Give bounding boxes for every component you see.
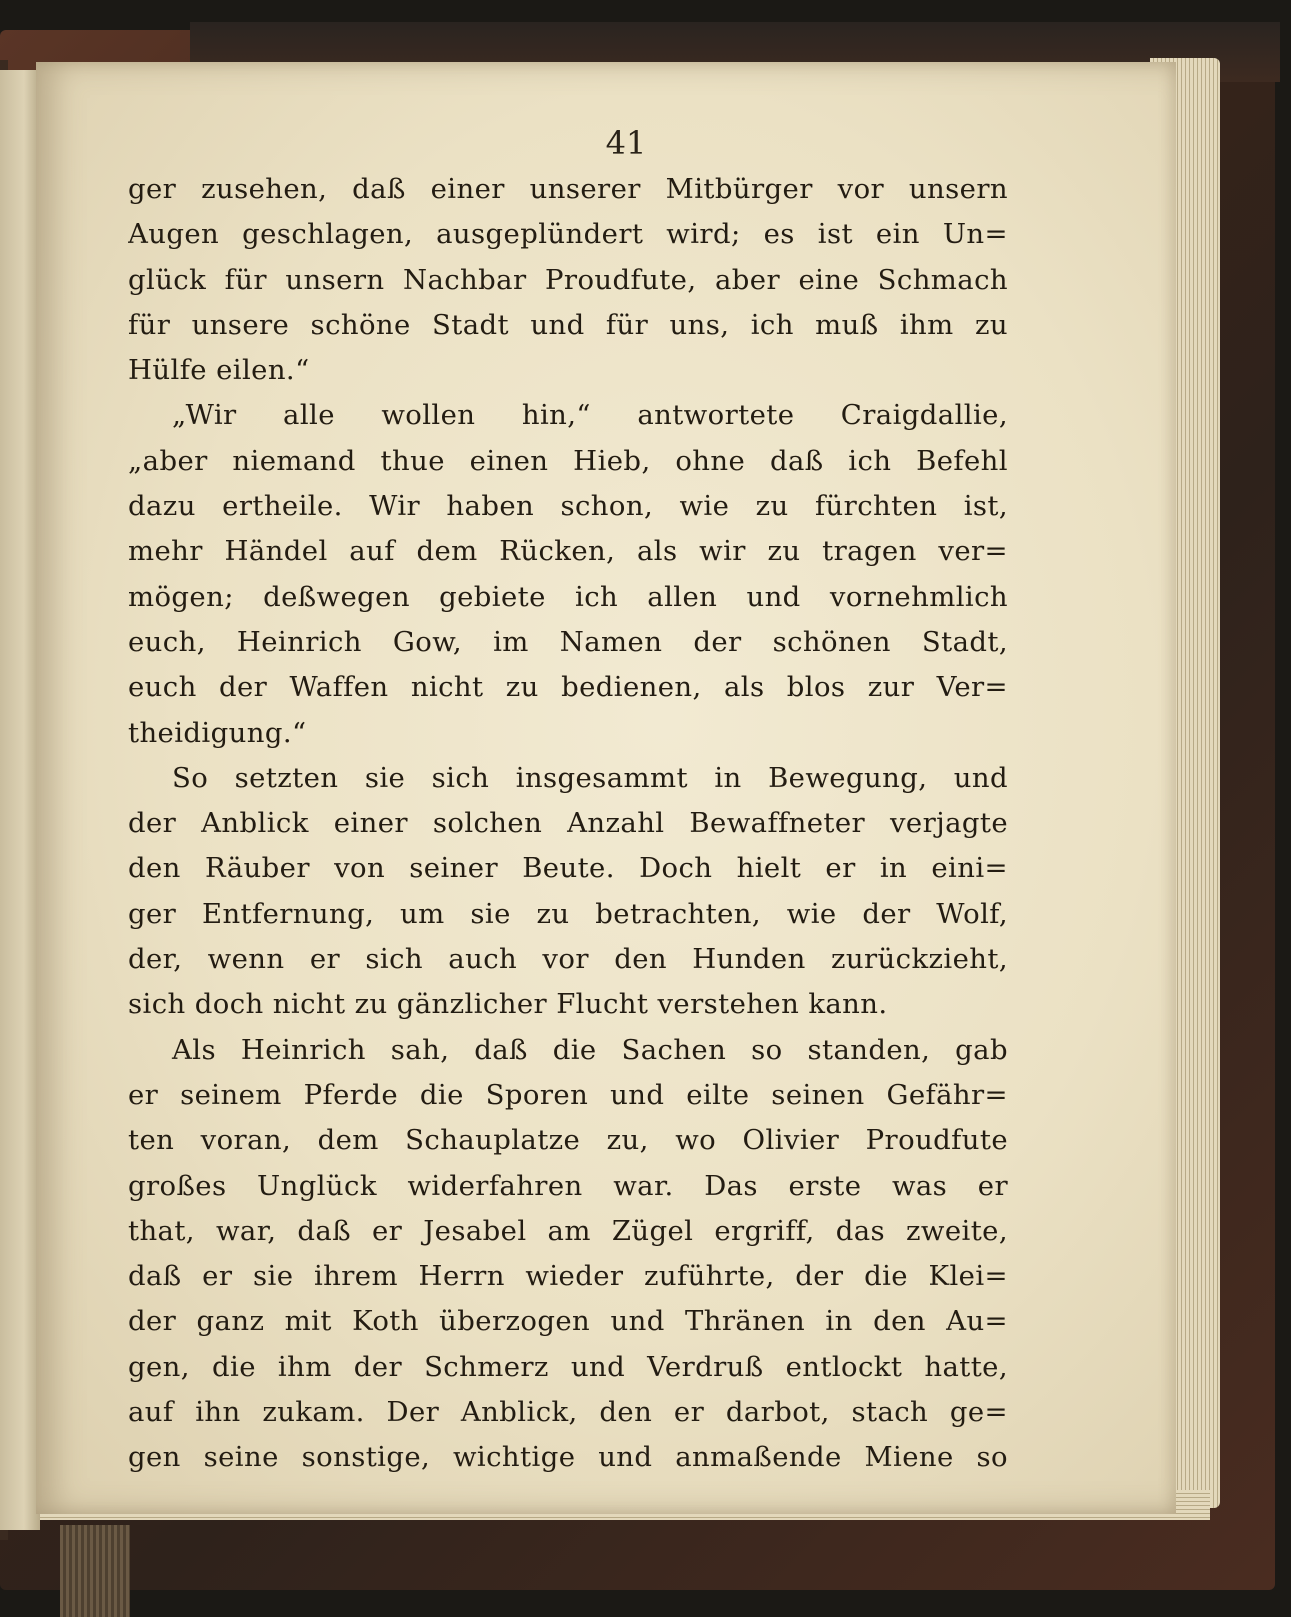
text-line: ger zusehen, daß einer unserer Mitbürger vor unsern bbox=[128, 173, 1008, 205]
page-number: 41 bbox=[605, 124, 647, 162]
text-line: Als Heinrich sah, daß die Sachen so standen, gab bbox=[172, 1033, 1008, 1066]
text-line: So setzten sie sich insgesammt in Bewegung, und bbox=[172, 761, 1008, 794]
text-line: gen seine sonstige, wichtige und anmaßende Miene so bbox=[128, 1441, 1008, 1474]
text-line: gen, die ihm der Schmerz und Verdruß entlockt hatte, bbox=[128, 1350, 1008, 1383]
text-line: für unsere schöne Stadt und für uns, ich muß ihm zu bbox=[128, 308, 1008, 341]
text-line: der Anblick einer solchen Anzahl Bewaffneter verjagte bbox=[128, 807, 1008, 840]
text-line: Augen geschlagen, ausgeplündert wird; es ist ein Un= bbox=[128, 218, 1008, 251]
text-line: „Wir alle wollen hin,“ antwortete Craigdallie, bbox=[172, 399, 1008, 432]
text-line: ten voran, dem Schauplatze zu, wo Olivier Proudfute bbox=[128, 1124, 1008, 1157]
text-line: mögen; deßwegen gebiete ich allen und vornehmlich bbox=[128, 580, 1008, 613]
page-text bbox=[128, 167, 1008, 1481]
text-line: Hülfe eilen.“ bbox=[128, 354, 310, 387]
text-line: der, wenn er sich auch vor den Hunden zurückzieht, bbox=[128, 943, 1008, 976]
text-line: that, war, daß er Jesabel am Zügel ergriff, das zweite, bbox=[128, 1214, 1008, 1247]
text-line: großes Unglück widerfahren war. Das erste was er bbox=[128, 1169, 1008, 1202]
text-line: euch der Waffen nicht zu bedienen, als blos zur Ver= bbox=[128, 671, 1008, 704]
text-line: daß er sie ihrem Herrn wieder zuführte, der die Klei= bbox=[128, 1260, 1008, 1293]
text-line: er seinem Pferde die Sporen und eilte seinen Gefähr= bbox=[128, 1078, 1008, 1111]
text-line: dazu ertheile. Wir haben schon, wie zu fürchten ist, bbox=[128, 490, 1008, 523]
text-line: der ganz mit Koth überzogen und Thränen in den Au= bbox=[128, 1305, 1008, 1338]
text-line: theidigung.“ bbox=[128, 716, 307, 749]
text-line: sich doch nicht zu gänzlicher Flucht verstehen kann. bbox=[128, 988, 888, 1021]
text-line: „aber niemand thue einen Hieb, ohne daß ich Befehl bbox=[128, 444, 1008, 477]
text-line: mehr Händel auf dem Rücken, als wir zu tragen ver= bbox=[128, 535, 1008, 568]
book-page bbox=[36, 62, 1176, 1514]
text-line: euch, Heinrich Gow, im Namen der schönen Stadt, bbox=[128, 625, 1008, 658]
facing-page-edge bbox=[0, 70, 40, 1530]
bookmark-ribbon bbox=[60, 1525, 130, 1617]
text-line: glück für unsern Nachbar Proudfute, aber eine Schmach bbox=[128, 263, 1008, 296]
text-line: ger Entfernung, um sie zu betrachten, wie der Wolf, bbox=[128, 897, 1008, 930]
text-line: den Räuber von seiner Beute. Doch hielt er in eini= bbox=[128, 852, 1008, 885]
text-line: auf ihn zukam. Der Anblick, den er darbot, stach ge= bbox=[128, 1396, 1008, 1429]
